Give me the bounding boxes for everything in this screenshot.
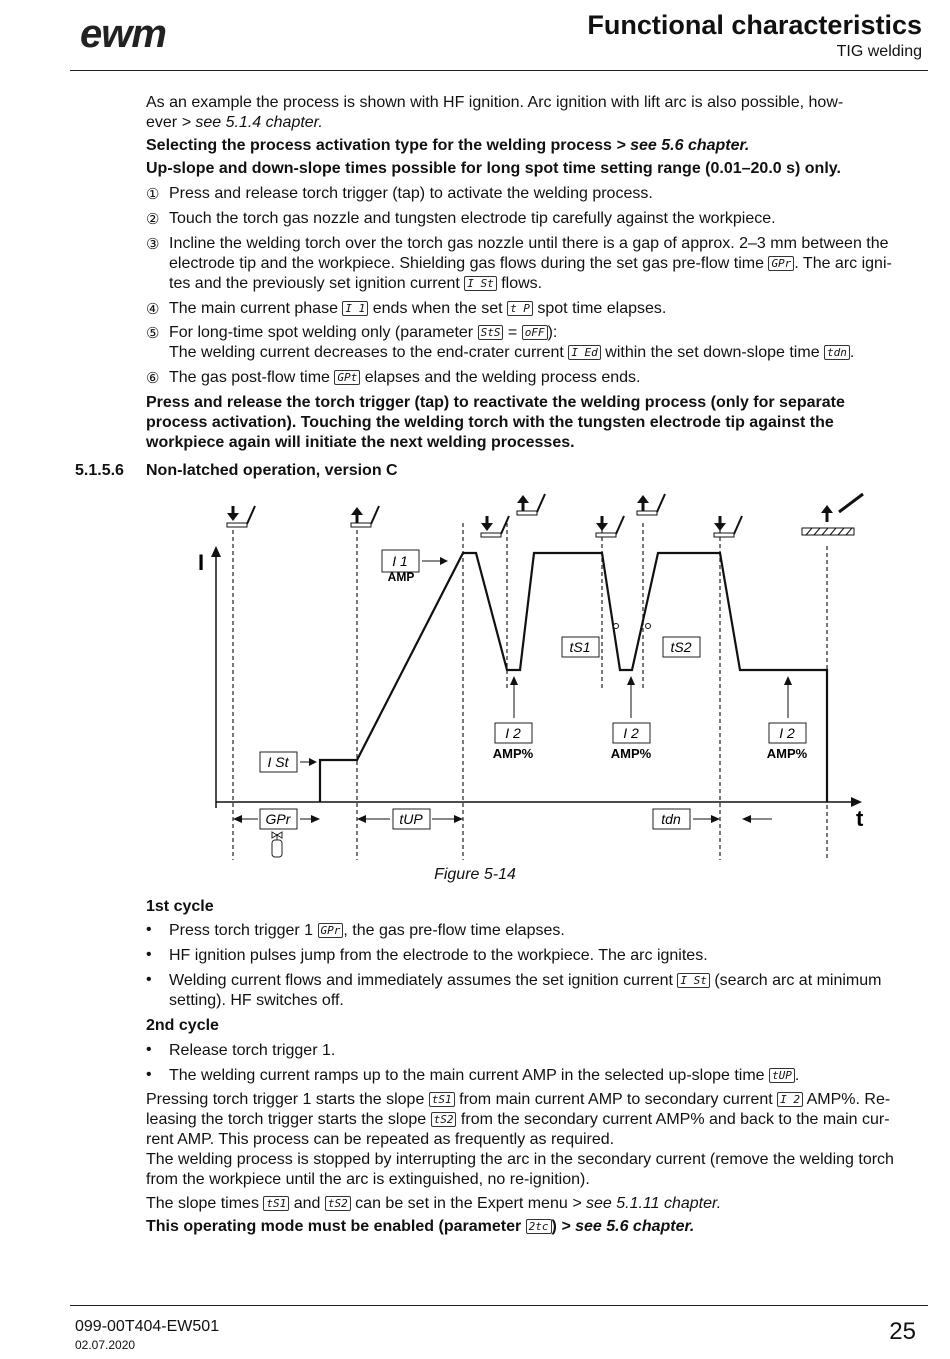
gas-cylinder-icon: [272, 832, 282, 857]
step-1-text: Press and release torch trigger (tap) to activate the welding process.: [169, 185, 653, 202]
gpt-symbol: GPt: [334, 370, 360, 385]
i2-indicator: [493, 676, 534, 761]
bullet: •: [146, 921, 152, 938]
bullet: •: [146, 1066, 152, 1083]
intro-paragraph: [146, 93, 924, 133]
tup-symbol: tUP: [769, 1068, 795, 1083]
i1-display-label: I 1: [392, 553, 408, 569]
ts1-symbol: tS1: [263, 1196, 289, 1211]
chapter-link[interactable]: > see 5.6 chapter.: [561, 1218, 695, 1235]
torch-press-icon: [596, 516, 624, 537]
torch-release-icon: [351, 506, 379, 527]
ts2-display-label: tS2: [670, 639, 692, 655]
chapter-link[interactable]: > see 5.6 chapter.: [616, 137, 750, 154]
step-number: ③: [146, 236, 160, 253]
torch-release-icon: [517, 494, 545, 515]
i1-symbol: I 1: [342, 301, 368, 316]
step-3-text: Incline the welding torch over the torch gas nozzle until there is a gap of approx. 2–3 mm between the electrode tip and the workpiece. Shielding gas flows during the set gas pre-flow time GPr . The arc igni- tes and the previously set ignition current I St flows.: [169, 235, 892, 292]
i2-indicator: [611, 676, 652, 761]
chapter-link[interactable]: > see 5.1.11 chapter.: [572, 1195, 722, 1212]
ewm-logo: ewm: [80, 12, 166, 56]
step-number: ⑥: [146, 370, 160, 387]
sts-symbol: StS: [478, 325, 504, 340]
step-number: ④: [146, 301, 160, 318]
bullet: •: [146, 946, 152, 963]
slope-marker: [646, 624, 651, 629]
bullet: •: [146, 971, 152, 988]
torch-press-icon: [714, 516, 742, 537]
cycle1-item-1: Press torch trigger 1 GPr , the gas pre-flow time elapses.: [169, 922, 565, 939]
tp-symbol: t P: [507, 301, 533, 316]
section-title: Non-latched operation, version C: [146, 462, 398, 479]
svg-text:I 2: I 2: [505, 725, 521, 741]
expert-menu-note: The slope times tS1 and tS2 can be set in the Expert menu > see 5.1.11 chapter.: [146, 1195, 722, 1212]
svg-text:AMP%: AMP%: [492, 746, 534, 761]
cycle1-heading: 1st cycle: [146, 898, 214, 915]
slope-marker: [614, 624, 619, 629]
ied-symbol: I Ed: [568, 345, 601, 360]
off-symbol: oFF: [522, 325, 548, 340]
bullet: •: [146, 1041, 152, 1058]
svg-text:I 2: I 2: [623, 725, 639, 741]
ist-symbol: I St: [677, 973, 710, 988]
intro-line2: ever: [146, 114, 182, 131]
svg-text:tdn: tdn: [661, 811, 681, 827]
step-4-text: The main current phase I 1 ends when the set t P spot time elapses.: [169, 300, 667, 317]
2tc-symbol: 2tc: [526, 1219, 552, 1234]
page-number: 25: [889, 1318, 916, 1345]
step-number: ②: [146, 211, 160, 228]
current-axis-arrow: [211, 546, 221, 557]
tdn-symbol: tdn: [824, 345, 850, 360]
ts1-symbol: tS1: [429, 1092, 455, 1107]
slope-note: Up-slope and down-slope times possible for long spot time setting range (0.01–20.0 s) only.: [146, 160, 841, 177]
torch-lift-off-icon: [821, 494, 863, 522]
welding-sequence-diagram: [150, 478, 880, 863]
step-number: ⑤: [146, 325, 160, 342]
step-number: ①: [146, 186, 160, 203]
svg-text:tUP: tUP: [399, 811, 423, 827]
document-code: 099-00T404-EW501: [75, 1318, 220, 1335]
cycle2-item-2: The welding current ramps up to the main current AMP in the selected up-slope time tUP .: [169, 1067, 800, 1084]
header-rule: [70, 70, 928, 71]
ts2-symbol: tS2: [325, 1196, 351, 1211]
tup-interval: [357, 809, 463, 829]
ist-symbol: I St: [464, 276, 497, 291]
step-5-text: For long-time spot welding only (parameter StS = oFF ): The welding current decreases to the end-crater current I Ed within the set down-slope time tdn .: [169, 324, 855, 361]
event-lines: [233, 523, 827, 860]
i2-symbol: I 2: [777, 1092, 803, 1107]
svg-text:I 2: I 2: [779, 725, 795, 741]
cycle2-heading: 2nd cycle: [146, 1017, 219, 1034]
step-2-text: Touch the torch gas nozzle and tungsten electrode tip carefully against the workpiece.: [169, 210, 776, 227]
section-number: 5.1.5.6: [75, 462, 124, 479]
cycle2-item-1: Release torch trigger 1.: [169, 1042, 336, 1059]
cycle1-item-3: Welding current flows and immediately assumes the set ignition current I St (search arc at minimum setting). HF switches off.: [169, 972, 882, 1009]
torch-release-icon: [637, 494, 665, 515]
tdn-interval: [653, 809, 772, 829]
time-axis-label: t: [856, 806, 864, 831]
torch-press-icon: [227, 506, 255, 527]
current-waveform: [320, 553, 827, 802]
ts2-symbol: tS2: [431, 1112, 457, 1127]
amp-label: AMP: [387, 570, 415, 584]
svg-text:AMP%: AMP%: [610, 746, 652, 761]
gpr-symbol: GPr: [768, 256, 794, 271]
svg-text:AMP%: AMP%: [766, 746, 808, 761]
ist-display-label: I St: [267, 754, 289, 770]
gpr-interval: [233, 809, 320, 829]
workpiece-icon: [802, 528, 854, 535]
reactivate-note: Press and release the torch trigger (tap) to reactivate the welding process (only for separate process activation). Touching the welding torch with the tungsten electrode tip against the workpiece again will initiate the next welding processes.: [146, 394, 845, 451]
page-header-title: Functional characteristics: [587, 10, 922, 40]
figure-caption: Figure 5-14: [434, 866, 516, 883]
footer-rule: [70, 1305, 928, 1306]
cycle1-item-2: HF ignition pulses jump from the electrode to the workpiece. The arc ignites.: [169, 947, 708, 964]
chapter-link[interactable]: > see 5.1.4 chapter.: [181, 114, 323, 131]
ts1-display-label: tS1: [569, 639, 591, 655]
activation-note: Selecting the process activation type for the welding process > see 5.6 chapter.: [146, 137, 750, 154]
i2-indicator: [767, 676, 808, 761]
torch-press-icon: [481, 516, 509, 537]
document-date: 02.07.2020: [75, 1338, 136, 1352]
svg-text:GPr: GPr: [265, 811, 291, 827]
slope-paragraph: Pressing torch trigger 1 starts the slope tS1 from main current AMP to secondary current I 2 AMP%. Re- leasing the torch trigger starts the slope tS2 from the secondary current AMP% and back to the main cur- rent AMP. This process can be repeated as frequently as required. The welding process is stopped by interrupting the arc in the secondary current (remove the welding torch from the workpiece until the arc is extinguished, no re-ignition).: [146, 1091, 894, 1188]
step-6-text: The gas post-flow time GPt elapses and the welding process ends.: [169, 369, 641, 386]
current-axis-label: I: [198, 550, 205, 575]
page-header-subtitle: TIG welding: [836, 43, 922, 60]
enable-note: This operating mode must be enabled (parameter 2tc ) > see 5.6 chapter.: [146, 1218, 695, 1235]
intro-line1: As an example the process is shown with HF ignition. Arc ignition with lift arc is also possible, how-: [146, 94, 844, 111]
gpr-symbol: GPr: [318, 923, 344, 938]
